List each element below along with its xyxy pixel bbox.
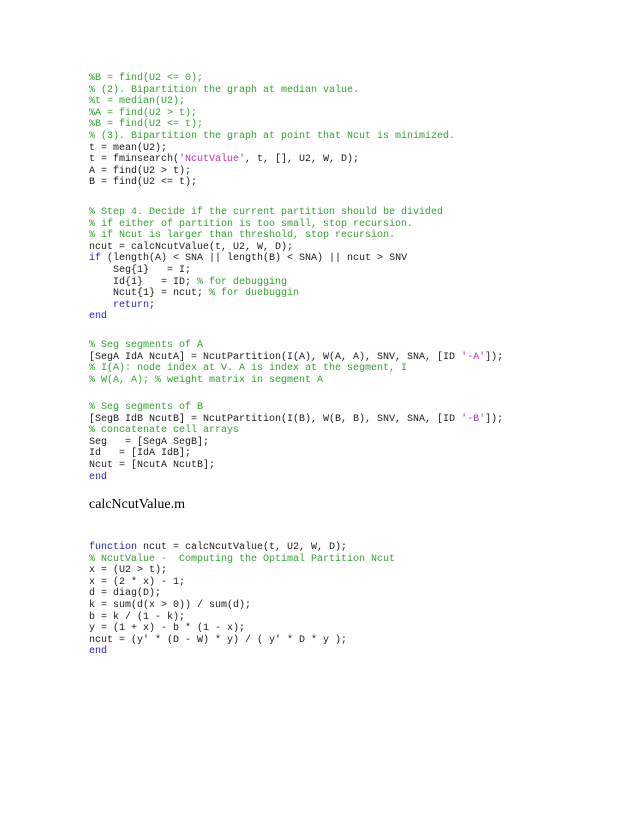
code-line <box>89 577 609 589</box>
code-line <box>89 363 609 375</box>
code-line <box>89 288 609 300</box>
code-line <box>89 73 609 85</box>
code-comment: % I(A): node index at V. A is index at the segment, I <box>89 363 408 375</box>
code-comment: %t = median(U2); <box>89 96 186 108</box>
code-comment: % (3). Bipartition the graph at point that Ncut is minimized. <box>89 130 456 142</box>
code-string: '-B' <box>461 413 486 425</box>
code-comment: % W(A, A); % weight matrix in segment A <box>89 374 324 386</box>
code-line <box>89 600 609 612</box>
code-text: ncut = calcNcutValue(t, U2, W, D); <box>89 241 294 253</box>
code-string: 'NcutValue' <box>179 154 246 166</box>
code-keyword: return <box>89 299 150 311</box>
code-line <box>89 277 609 289</box>
code-comment: % if either of partition is too small, stop recursion. <box>89 218 414 230</box>
code-string: '-A' <box>461 351 486 363</box>
code-text: Ncut{1} = ncut; <box>89 288 210 300</box>
code-text: B = find(U2 <= t); <box>89 177 198 189</box>
code-keyword: end <box>89 646 108 658</box>
code-comment: %B = find(U2 <= t); <box>89 119 204 131</box>
code-line <box>89 108 609 120</box>
code-line <box>89 85 609 97</box>
code-comment: % (2). Bipartition the graph at median value. <box>89 84 360 96</box>
code-text: b = k / (1 - k); <box>89 611 186 623</box>
code-text: (length(A) < SNA || length(B) < SNA) || ncut > SNV <box>101 253 408 265</box>
code-comment: % Seg segments of B <box>89 402 204 413</box>
code-comment: % for duebuggin <box>209 288 300 300</box>
code-text: ; <box>149 299 156 311</box>
code-line <box>89 460 609 472</box>
code-text: d = diag(D); <box>89 588 162 600</box>
code-keyword: function <box>89 542 138 553</box>
code-line <box>89 352 609 364</box>
code-line <box>89 143 609 155</box>
code-comment: %A = find(U2 > t); <box>89 107 198 119</box>
code-text: Seg{1} = I; <box>89 264 192 276</box>
code-comment: % if Ncut is larger than threshold, stop recursion. <box>89 230 396 242</box>
code-comment: % concatenate cell arrays <box>89 425 240 437</box>
code-comment: % Seg segments of A <box>89 340 204 351</box>
code-line <box>89 448 609 460</box>
code-text: t = mean(U2); <box>89 142 168 154</box>
code-text: t = fminsearch( <box>89 154 180 166</box>
code-line <box>89 646 609 658</box>
code-line <box>89 554 609 566</box>
code-text: A = find(U2 > t); <box>89 165 192 177</box>
code-text: x = (U2 > t); <box>89 565 168 577</box>
code-line <box>89 253 609 265</box>
code-text: Id{1} = ID; <box>89 276 198 288</box>
code-line <box>89 300 609 312</box>
code-line <box>89 154 609 166</box>
code-line <box>89 96 609 108</box>
code-line <box>89 311 609 323</box>
code-block-segments-a <box>89 340 609 386</box>
code-text: Id = [IdA IdB]; <box>89 448 192 460</box>
code-block-segments-b <box>89 402 609 483</box>
code-text: , t, [], U2, W, D); <box>245 154 360 166</box>
code-text: ncut = calcNcutValue(t, U2, W, D); <box>137 542 348 553</box>
code-text: Ncut = [NcutA NcutB]; <box>89 459 216 471</box>
code-line <box>89 131 609 143</box>
code-keyword: end <box>89 311 108 323</box>
code-line <box>89 166 609 178</box>
code-comment: % for debugging <box>197 276 288 288</box>
code-comment: %B = find(U2 <= 0); <box>89 73 204 84</box>
code-text: Seg = [SegA SegB]; <box>89 436 210 448</box>
code-text: x = (2 * x) - 1; <box>89 576 186 588</box>
code-line <box>89 635 609 647</box>
file-heading: calcNcutValue.m <box>89 497 186 512</box>
code-text: [SegB IdB NcutB] = NcutPartition(I(B), W(B, B), SNV, SNA, [ID <box>89 413 462 425</box>
code-line <box>89 425 609 437</box>
code-line <box>89 242 609 254</box>
code-line <box>89 565 609 577</box>
code-line <box>89 612 609 624</box>
code-line <box>89 230 609 242</box>
code-block-bipartition <box>89 73 609 189</box>
code-text: [SegA IdA NcutA] = NcutPartition(I(A), W(A, A), SNV, SNA, [ID <box>89 351 462 363</box>
code-line <box>89 588 609 600</box>
code-line <box>89 472 609 484</box>
code-keyword: if <box>89 253 102 265</box>
code-line <box>89 119 609 131</box>
code-line <box>89 414 609 426</box>
code-comment: % Step 4. Decide if the current partition should be divided <box>89 207 444 218</box>
code-line <box>89 207 609 219</box>
code-line <box>89 542 609 554</box>
code-line <box>89 437 609 449</box>
code-text: ]); <box>485 413 504 425</box>
code-text: ]); <box>485 351 504 363</box>
code-line <box>89 177 609 189</box>
code-text: y = (1 + x) - b * (1 - x); <box>89 623 246 635</box>
code-block-calcncutvalue <box>89 542 609 658</box>
code-text: ncut = (y' * (D - W) * y) / ( y' * D * y ); <box>89 634 348 646</box>
code-keyword: end <box>89 471 108 483</box>
code-line <box>89 402 609 414</box>
code-text: k = sum(d(x > 0)) / sum(d); <box>89 599 252 611</box>
code-line <box>89 375 609 387</box>
code-comment: % NcutValue - Computing the Optimal Partition Ncut <box>89 553 396 565</box>
code-line <box>89 623 609 635</box>
code-line <box>89 340 609 352</box>
code-line <box>89 265 609 277</box>
code-line <box>89 219 609 231</box>
code-block-step4 <box>89 207 609 323</box>
